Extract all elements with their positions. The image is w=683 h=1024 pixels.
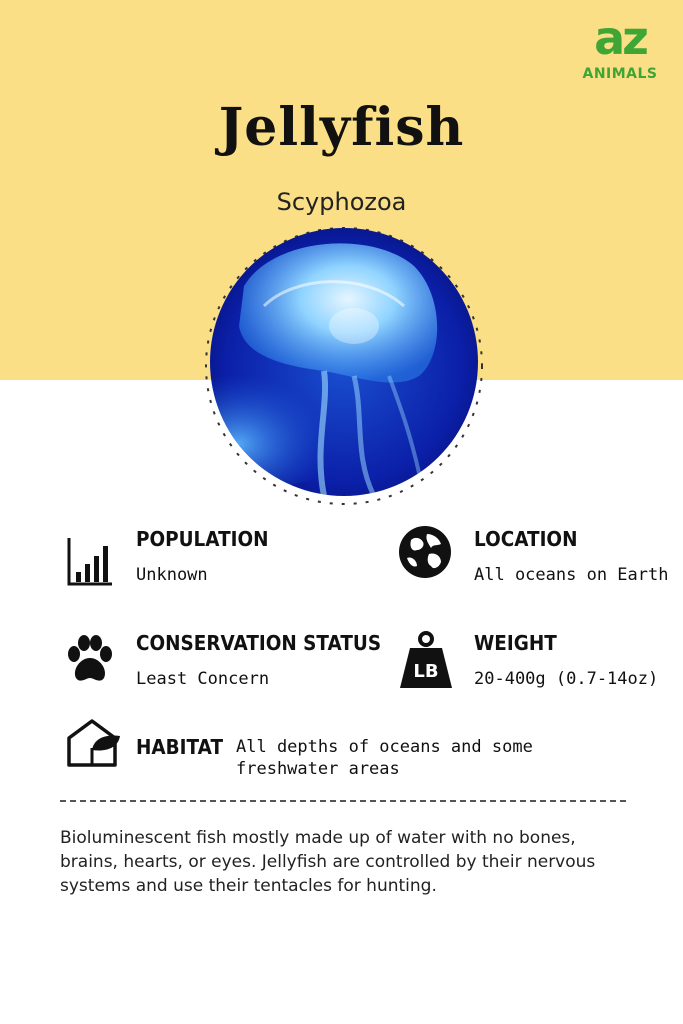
location-label: LOCATION — [474, 527, 578, 551]
bar-chart-icon — [66, 536, 114, 592]
section-divider — [60, 800, 626, 802]
location-value: All oceans on Earth — [474, 565, 669, 585]
globe-icon — [397, 524, 453, 584]
jellyfish-illustration — [204, 226, 484, 506]
jellyfish-photo — [204, 226, 484, 506]
weight-icon — [398, 630, 454, 694]
paw-icon — [64, 634, 114, 688]
animal-description: Bioluminescent fish mostly made up of water with no bones, brains, hearts, or eyes. Jellyfish are controlled by their nervous systems and use their tentacles for hunting. — [60, 828, 596, 896]
logo-word: ANIMALS — [582, 66, 658, 82]
weight-icon-text: LB — [413, 661, 439, 682]
house-plant-icon — [66, 718, 124, 772]
az-animals-logo[interactable] — [578, 11, 662, 88]
population-value: Unknown — [136, 565, 208, 585]
habitat-label: HABITAT — [136, 735, 223, 759]
conservation-label: CONSERVATION STATUS — [136, 631, 382, 655]
logo-mark: az — [594, 11, 646, 65]
page-title: Jellyfish — [218, 97, 465, 158]
scientific-name: Scyphozoa — [276, 188, 407, 216]
habitat-value: All depths of oceans and some freshwater areas — [236, 737, 533, 779]
conservation-value: Least Concern — [136, 669, 270, 689]
population-label: POPULATION — [136, 527, 269, 551]
weight-value: 20-400g (0.7-14oz) — [474, 669, 659, 689]
weight-label: WEIGHT — [474, 631, 557, 655]
